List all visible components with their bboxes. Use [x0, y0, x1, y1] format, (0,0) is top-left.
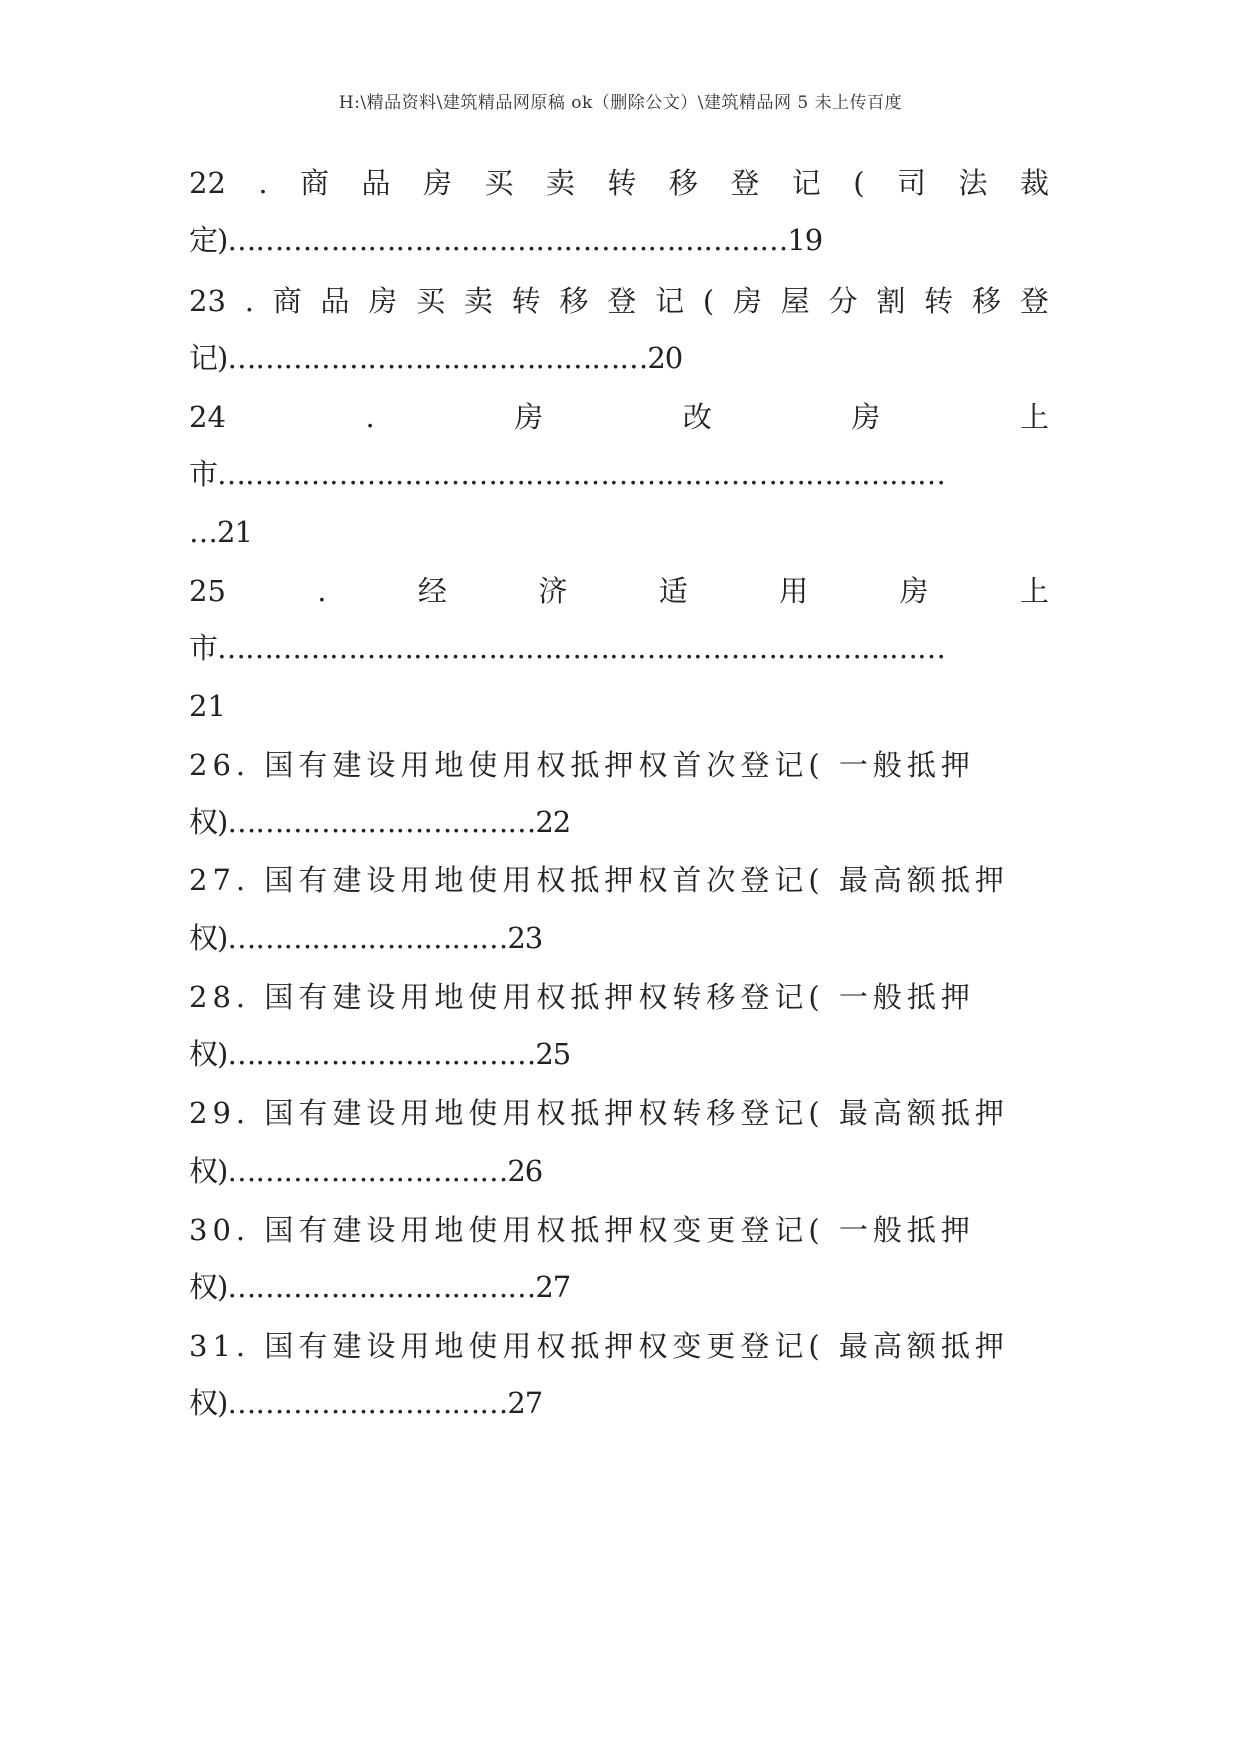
- toc-line: [189, 281, 1049, 321]
- toc-token: 记: [791, 166, 821, 200]
- toc-line: 权)…………………………27: [189, 1386, 543, 1420]
- toc-line: 市……………………………………………………………………: [189, 631, 946, 665]
- toc-token: 屋: [780, 284, 810, 318]
- toc-line: 市……………………………………………………………………: [189, 457, 946, 491]
- toc-token: 司: [897, 166, 927, 200]
- toc-token: 房: [368, 284, 398, 318]
- toc-line: [189, 571, 1049, 611]
- toc-token: 转: [607, 166, 637, 200]
- toc-token: 经: [417, 574, 447, 608]
- toc-token: 24: [189, 400, 226, 434]
- toc-token: 房: [851, 400, 881, 434]
- toc-token: 卖: [463, 284, 493, 318]
- toc-token: (: [702, 284, 715, 318]
- toc-token: 登: [730, 166, 760, 200]
- toc-token: 房: [899, 574, 929, 608]
- toc-token: 上: [1019, 400, 1049, 434]
- toc-token: 记: [655, 284, 685, 318]
- toc-line: [189, 163, 1049, 203]
- toc-token: 品: [320, 284, 350, 318]
- toc-line: 记)………………………………………20: [189, 341, 683, 375]
- toc-token: 买: [416, 284, 446, 318]
- toc-token: 割: [876, 284, 906, 318]
- toc-token: 品: [361, 166, 391, 200]
- toc-token: 用: [779, 574, 809, 608]
- toc-line: …21: [189, 515, 252, 549]
- toc-token: .: [317, 574, 327, 608]
- toc-line: 30. 国有建设用地使用权抵押权变更登记( 一般抵押: [189, 1213, 975, 1247]
- toc-token: 登: [1019, 284, 1049, 318]
- toc-line: 21: [189, 689, 226, 723]
- toc-line: 27. 国有建设用地使用权抵押权首次登记( 最高额抵押: [189, 863, 1009, 897]
- toc-token: 25: [189, 574, 226, 608]
- toc-token: 改: [682, 400, 712, 434]
- toc-line: 定)……………………………………………………19: [189, 223, 823, 257]
- toc-token: 商: [272, 284, 302, 318]
- toc-token: .: [365, 400, 375, 434]
- toc-token: 移: [971, 284, 1001, 318]
- toc-token: 移: [559, 284, 589, 318]
- toc-token: 房: [732, 284, 762, 318]
- toc-token: 买: [484, 166, 514, 200]
- toc-token: 适: [658, 574, 688, 608]
- toc-token: .: [244, 284, 254, 318]
- toc-token: .: [258, 166, 268, 200]
- toc-line: 29. 国有建设用地使用权抵押权转移登记( 最高额抵押: [189, 1096, 1009, 1130]
- toc-token: 移: [668, 166, 698, 200]
- toc-token: 22: [189, 166, 226, 200]
- toc-token: 房: [422, 166, 452, 200]
- toc-token: 房: [514, 400, 544, 434]
- toc-line: [189, 397, 1049, 437]
- toc-token: 法: [958, 166, 988, 200]
- toc-token: 23: [189, 284, 226, 318]
- toc-token: 分: [828, 284, 858, 318]
- toc-token: 上: [1019, 574, 1049, 608]
- toc-token: 济: [538, 574, 568, 608]
- toc-line: 26. 国有建设用地使用权抵押权首次登记( 一般抵押: [189, 748, 975, 782]
- toc-token: 裁: [1019, 166, 1049, 200]
- toc-token: 商: [300, 166, 330, 200]
- toc-token: 转: [511, 284, 541, 318]
- toc-token: 转: [924, 284, 954, 318]
- toc-token: (: [853, 166, 865, 200]
- toc-line: 31. 国有建设用地使用权抵押权变更登记( 最高额抵押: [189, 1329, 1009, 1363]
- toc-line: 28. 国有建设用地使用权抵押权转移登记( 一般抵押: [189, 980, 975, 1014]
- toc-token: 卖: [545, 166, 575, 200]
- toc-line: 权)……………………………22: [189, 805, 571, 839]
- file-path-header: H:\精品资料\建筑精品网原稿 ok（删除公文）\建筑精品网 5 未上传百度: [338, 93, 903, 113]
- toc-line: 权)……………………………27: [189, 1270, 571, 1304]
- toc-line: 权)…………………………26: [189, 1154, 543, 1188]
- toc-line: 权)……………………………25: [189, 1037, 571, 1071]
- toc-token: 登: [607, 284, 637, 318]
- toc-line: 权)…………………………23: [189, 921, 543, 955]
